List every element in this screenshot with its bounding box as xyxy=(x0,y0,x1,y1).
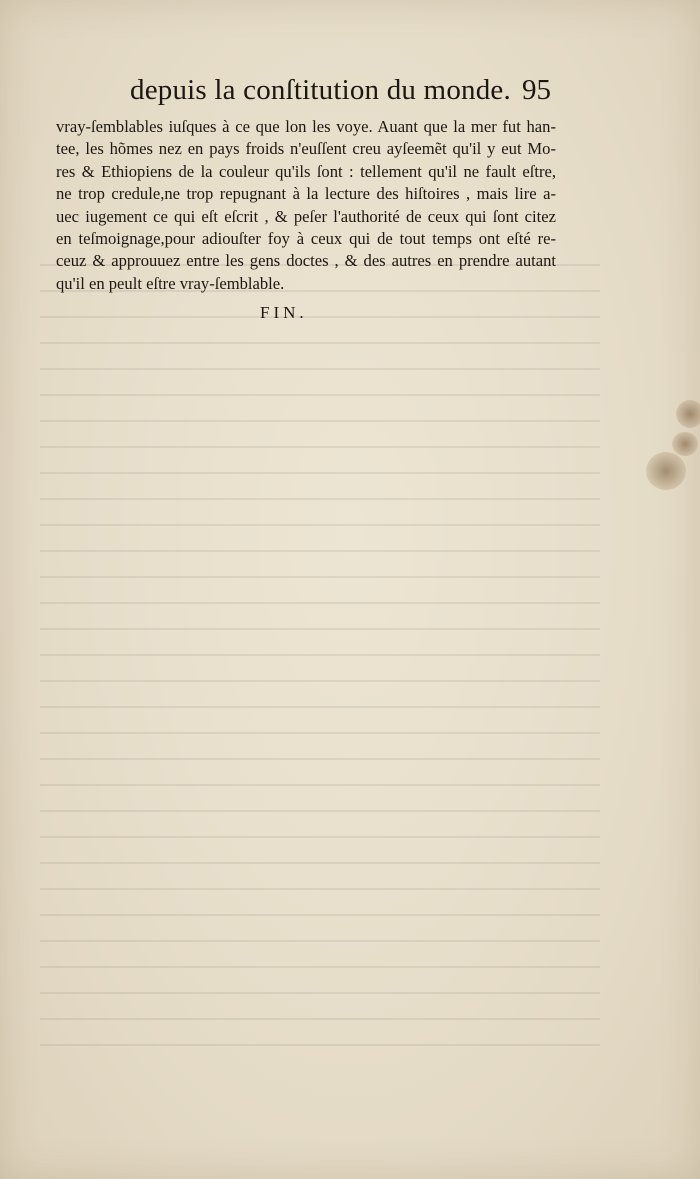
text-line: qu'il en peult eſtre vray-ſemblable. xyxy=(56,273,285,293)
text-line: tee, les hõmes nez en pays froids n'euſſent creu ayſeemẽt qu'il y eut Mo- xyxy=(56,139,556,159)
foxing-stain xyxy=(672,432,698,456)
foxing-stain xyxy=(646,452,686,490)
running-head xyxy=(130,74,570,114)
foxing-stain xyxy=(676,400,700,428)
show-through-text xyxy=(40,250,600,1050)
fin-marker: FIN. xyxy=(260,303,308,322)
text-line: ne trop credule,ne trop repugnant à la lecture des hiſtoires , mais lire a- xyxy=(56,184,556,204)
text-line: uec iugement ce qui eſt eſcrit , & peſer l'authorité de ceux qui ſont citez xyxy=(56,206,556,226)
body-paragraph xyxy=(56,116,556,295)
text-line: ceuz & approuuez entre les gens doctes , & des autres en prendre autant xyxy=(56,251,556,271)
running-title: depuis la conſtitution du monde. xyxy=(130,74,511,106)
text-line: en teſmoignage,pour adiouſter foy à ceux qui de tout temps ont eſté re- xyxy=(56,228,556,248)
text-line: res & Ethiopiens de la couleur qu'ils ſont : tellement qu'il ne fault eſtre, xyxy=(56,161,556,181)
text-line: vray-ſemblables iuſques à ce que lon les voye. Auant que la mer fut han- xyxy=(56,117,556,136)
page-number: 95 xyxy=(522,74,551,106)
